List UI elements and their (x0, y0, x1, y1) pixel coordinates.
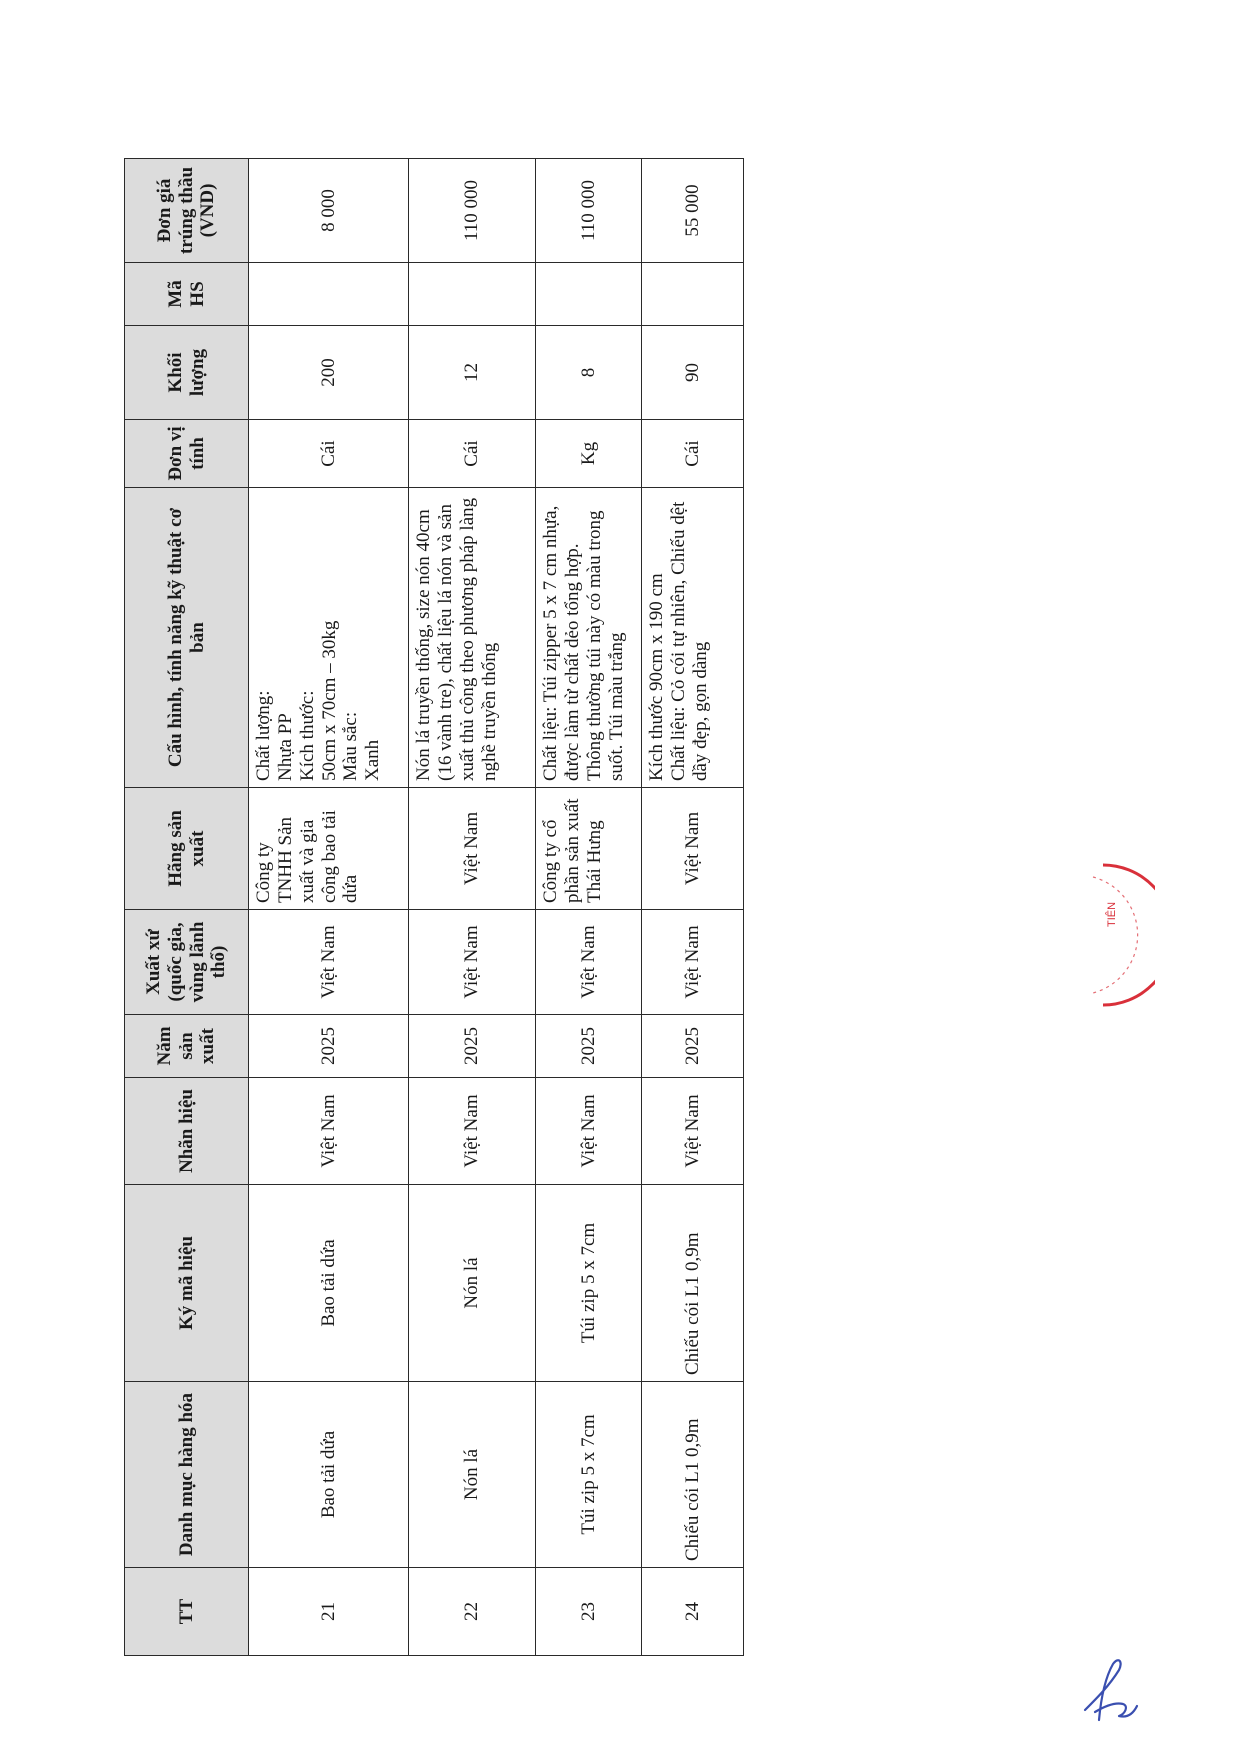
cell-don-gia: 8 000 (249, 159, 409, 263)
cell-xuat-xu: Việt Nam (536, 910, 642, 1015)
cell-tt: 21 (249, 1568, 409, 1656)
red-stamp (1085, 845, 1155, 1025)
rotated-page-content (124, 159, 743, 1656)
cell-danh-muc: Bao tải dứa (249, 1382, 409, 1568)
stamp-text: TIÊN (1106, 901, 1118, 927)
cell-xuat-xu: Việt Nam (642, 910, 744, 1015)
cell-don-gia: 110 000 (536, 159, 642, 263)
header-danh-muc: Danh mục hàng hóa (125, 1382, 249, 1568)
cell-khoi-luong: 200 (249, 326, 409, 420)
cell-don-gia: 55 000 (642, 159, 744, 263)
cell-nam-san-xuat: 2025 (249, 1015, 409, 1078)
header-ma-hs: Mã HS (125, 263, 249, 326)
cell-cau-hinh: Chất liệu: Túi zipper 5 x 7 cm nhựa, được làm từ chất dẻo tổng hợp. Thông thường túi này có màu trong suốt. Túi màu trắng (536, 488, 642, 788)
cell-don-vi-tinh: Cái (409, 420, 536, 488)
header-row (125, 159, 249, 1656)
cell-hang-san-xuat: Việt Nam (409, 788, 536, 910)
header-xuat-xu: Xuất xứ (quốc gia, vùng lãnh thổ) (125, 910, 249, 1015)
cell-nhan-hieu: Việt Nam (409, 1078, 536, 1185)
cell-xuat-xu: Việt Nam (249, 910, 409, 1015)
header-nhan-hieu: Nhãn hiệu (125, 1078, 249, 1185)
signature-mark (1075, 1640, 1145, 1735)
stamp-inner-arc (1093, 877, 1138, 993)
header-ky-ma-hieu: Ký mã hiệu (125, 1185, 249, 1382)
cell-hang-san-xuat: Công ty cổ phần sản xuất Thái Hưng (536, 788, 642, 910)
cell-khoi-luong: 90 (642, 326, 744, 420)
cell-danh-muc: Túi zip 5 x 7cm (536, 1382, 642, 1568)
cell-ma-hs (409, 263, 536, 326)
cell-tt: 24 (642, 1568, 744, 1656)
cell-danh-muc: Chiếu cói L1 0,9m (642, 1382, 744, 1568)
header-tt: TT (125, 1568, 249, 1656)
cell-ky-ma-hieu: Chiếu cói L1 0,9m (642, 1185, 744, 1382)
signature-stroke (1085, 1660, 1137, 1720)
goods-table (124, 158, 744, 1656)
cell-don-vi-tinh: Cái (249, 420, 409, 488)
header-hang-san-xuat: Hãng sản xuất (125, 788, 249, 910)
cell-ky-ma-hieu: Túi zip 5 x 7cm (536, 1185, 642, 1382)
table-row (249, 159, 409, 1656)
cell-ky-ma-hieu: Nón lá (409, 1185, 536, 1382)
cell-ma-hs (536, 263, 642, 326)
cell-ma-hs (642, 263, 744, 326)
cell-hang-san-xuat: Việt Nam (642, 788, 744, 910)
cell-tt: 23 (536, 1568, 642, 1656)
header-khoi-luong: Khối lượng (125, 326, 249, 420)
cell-nam-san-xuat: 2025 (409, 1015, 536, 1078)
table-row (409, 159, 536, 1656)
header-don-vi-tinh: Đơn vị tính (125, 420, 249, 488)
cell-xuat-xu: Việt Nam (409, 910, 536, 1015)
cell-ma-hs (249, 263, 409, 326)
cell-nam-san-xuat: 2025 (642, 1015, 744, 1078)
cell-danh-muc: Nón lá (409, 1382, 536, 1568)
cell-don-vi-tinh: Cái (642, 420, 744, 488)
cell-cau-hinh: Kích thước 90cm x 190 cm Chất liệu: Cỏ cói tự nhiên, Chiếu dệt dầy đẹp, gọn dàng (642, 488, 744, 788)
header-nam-san-xuat: Năm sản xuất (125, 1015, 249, 1078)
cell-nhan-hieu: Việt Nam (536, 1078, 642, 1185)
cell-khoi-luong: 12 (409, 326, 536, 420)
cell-nhan-hieu: Việt Nam (249, 1078, 409, 1185)
cell-ky-ma-hieu: Bao tải dứa (249, 1185, 409, 1382)
cell-don-vi-tinh: Kg (536, 420, 642, 488)
header-cau-hinh: Cấu hình, tính năng kỹ thuật cơ bản (125, 488, 249, 788)
stamp-arc (1103, 865, 1155, 1005)
cell-nhan-hieu: Việt Nam (642, 1078, 744, 1185)
table-row (642, 159, 744, 1656)
header-don-gia: Đơn giá trúng thầu (VND) (125, 159, 249, 263)
cell-nam-san-xuat: 2025 (536, 1015, 642, 1078)
table-row (536, 159, 642, 1656)
cell-hang-san-xuat: Công ty TNHH Sản xuất và gia công bao tải dứa (249, 788, 409, 910)
cell-cau-hinh: Nón lá truyền thống, size nón 40cm (16 vành tre), chất liệu lá nón và sản xuất thủ công theo phương pháp làng nghề truyền thống (409, 488, 536, 788)
cell-khoi-luong: 8 (536, 326, 642, 420)
cell-cau-hinh: Chất lượng: Nhựa PP Kích thước: 50cm x 70cm – 30kg Màu sắc: Xanh (249, 488, 409, 788)
cell-tt: 22 (409, 1568, 536, 1656)
cell-don-gia: 110 000 (409, 159, 536, 263)
